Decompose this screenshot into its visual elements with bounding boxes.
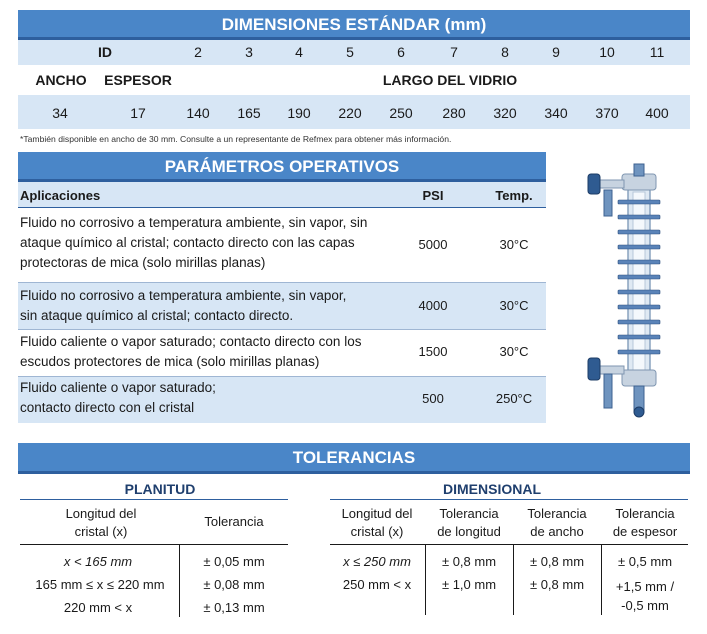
- param-row-2-text: [20, 286, 346, 326]
- largo-label: LARGO DEL VIDRIO: [382, 72, 518, 88]
- ancho-value: 34: [52, 105, 68, 121]
- param-row-4-text: [20, 378, 216, 418]
- planitud-col-longitud-2: cristal (x): [74, 524, 128, 539]
- id-value: 6: [397, 44, 405, 60]
- param-row-4-line2: contacto directo con el cristal: [20, 400, 195, 415]
- largo-value: 220: [338, 105, 362, 121]
- id-value: 4: [295, 44, 303, 60]
- id-value: 10: [599, 44, 615, 60]
- id-value: 9: [552, 44, 560, 60]
- dimensional-col-tol-longitud-1: Tolerancia: [439, 506, 499, 521]
- dimensional-row-1-espesor: ± 0,5 mm: [617, 554, 673, 569]
- dimensional-col-tol-espesor-1: Tolerancia: [615, 506, 675, 521]
- planitud-title-underline: [20, 499, 288, 500]
- param-row-1-line1: Fluido no corrosivo a temperatura ambiente, sin vapor, sin: [20, 215, 368, 230]
- parametros-title: PARÁMETROS OPERATIVOS: [164, 157, 400, 176]
- dimensional-col-tol-longitud: [426, 505, 512, 541]
- dimensional-col-tol-espesor: [602, 505, 688, 541]
- param-row-2-psi: 4000: [418, 298, 448, 313]
- dimensional-row-2-espesor-2: -0,5 mm: [621, 598, 669, 613]
- dimensional-col-tol-ancho-2: de ancho: [530, 524, 584, 539]
- planitud-row-2-tol: ± 0,08 mm: [203, 577, 265, 592]
- param-row-4-psi: 500: [422, 391, 444, 406]
- param-row-1-line2: ataque químico al cristal; contacto directo con las capas: [20, 235, 355, 250]
- dimensiones-title: DIMENSIONES ESTÁNDAR (mm): [221, 15, 487, 34]
- dimensional-title: DIMENSIONAL: [443, 481, 541, 497]
- dimensional-row-1-range: x ≤ 250 mm: [343, 554, 411, 569]
- largo-value: 320: [493, 105, 517, 121]
- param-row-2-line1: Fluido no corrosivo a temperatura ambiente, sin vapor,: [20, 288, 347, 303]
- param-row-3-text: [20, 332, 361, 372]
- largo-value: 250: [389, 105, 413, 121]
- id-value: 11: [649, 44, 665, 60]
- sight-glass-product-image: [580, 160, 690, 420]
- dimensional-col-longitud-2: cristal (x): [350, 524, 404, 539]
- id-value: 5: [346, 44, 354, 60]
- param-row-2-line2: sin ataque químico al cristal; contacto directo.: [20, 308, 294, 323]
- id-label: ID: [98, 44, 112, 60]
- col-psi: PSI: [422, 188, 444, 203]
- param-row-3-line2: escudos protectores de mica (solo mirillas planas): [20, 354, 320, 369]
- col-temp: Temp.: [495, 188, 533, 203]
- dimensional-row-2-range: 250 mm < x: [342, 577, 412, 592]
- largo-value: 165: [237, 105, 261, 121]
- planitud-header-divider: [20, 544, 288, 545]
- param-row-1-text: [20, 213, 367, 273]
- param-row-3-line1: Fluido caliente o vapor saturado; contacto directo con los: [20, 334, 362, 349]
- ancho-label: ANCHO: [35, 72, 87, 88]
- dimensional-header-divider: [330, 544, 688, 545]
- dimensiones-footnote: *También disponible en ancho de 30 mm. Consulte a un representante de Refmex para obtener más información.: [20, 134, 452, 144]
- dimensional-row-1-ancho: ± 0,8 mm: [529, 554, 585, 569]
- dimensional-col-longitud-1: Longitud del: [341, 506, 413, 521]
- espesor-label: ESPESOR: [104, 72, 172, 88]
- dimensional-row-2-ancho: ± 0,8 mm: [529, 577, 585, 592]
- id-value: 3: [245, 44, 253, 60]
- largo-value: 280: [442, 105, 466, 121]
- planitud-row-1-tol: ± 0,05 mm: [203, 554, 265, 569]
- param-row-1-temp: 30°C: [499, 237, 529, 252]
- dimensional-row-2-longitud: ± 1,0 mm: [441, 577, 497, 592]
- largo-value: 370: [595, 105, 619, 121]
- param-row-3-temp: 30°C: [499, 344, 529, 359]
- parametros-header: [18, 152, 546, 182]
- largo-value: 340: [544, 105, 568, 121]
- dimensional-col-tol-ancho-1: Tolerancia: [527, 506, 587, 521]
- param-row-1-psi: 5000: [418, 237, 448, 252]
- largo-value: 140: [186, 105, 210, 121]
- dimensional-col-longitud: [330, 505, 424, 541]
- largo-value: 400: [645, 105, 669, 121]
- planitud-title: PLANITUD: [124, 481, 196, 497]
- id-value: 7: [450, 44, 458, 60]
- id-value: 8: [501, 44, 509, 60]
- largo-value: 190: [287, 105, 311, 121]
- param-row-1-line3: protectoras de mica (solo mirillas planas): [20, 255, 266, 270]
- dimensional-col-tol-longitud-2: de longitud: [437, 524, 501, 539]
- tolerancias-title: TOLERANCIAS: [292, 448, 416, 467]
- dimensional-row-2-espesor: [602, 577, 688, 615]
- dimensional-row-2-espesor-1: +1,5 mm /: [615, 579, 675, 594]
- sight-glass-illustration: [580, 160, 690, 420]
- dimensional-title-underline: [330, 499, 688, 500]
- planitud-col-tolerancia: Tolerancia: [204, 514, 264, 529]
- param-row-4-temp: 250°C: [495, 391, 533, 406]
- planitud-row-1-range: x < 165 mm: [63, 554, 133, 569]
- planitud-row-3-range: 220 mm < x: [63, 600, 133, 615]
- param-row-3-psi: 1500: [418, 344, 448, 359]
- planitud-col-longitud: [26, 505, 176, 541]
- espesor-value: 17: [130, 105, 146, 121]
- planitud-row-2-range: 165 mm ≤ x ≤ 220 mm: [35, 577, 165, 592]
- dimensional-col-tol-espesor-2: de espesor: [612, 524, 678, 539]
- planitud-row-3-tol: ± 0,13 mm: [203, 600, 265, 615]
- id-value: 2: [194, 44, 202, 60]
- param-row-4-line1: Fluido caliente o vapor saturado;: [20, 380, 216, 395]
- tolerancias-header: [18, 443, 690, 474]
- dimensiones-header: [18, 10, 690, 40]
- col-aplicaciones: Aplicaciones: [20, 188, 101, 203]
- dimensional-col-tol-ancho: [514, 505, 600, 541]
- planitud-col-longitud-1: Longitud del: [65, 506, 137, 521]
- dimensional-row-1-longitud: ± 0,8 mm: [441, 554, 497, 569]
- param-row-2-temp: 30°C: [499, 298, 529, 313]
